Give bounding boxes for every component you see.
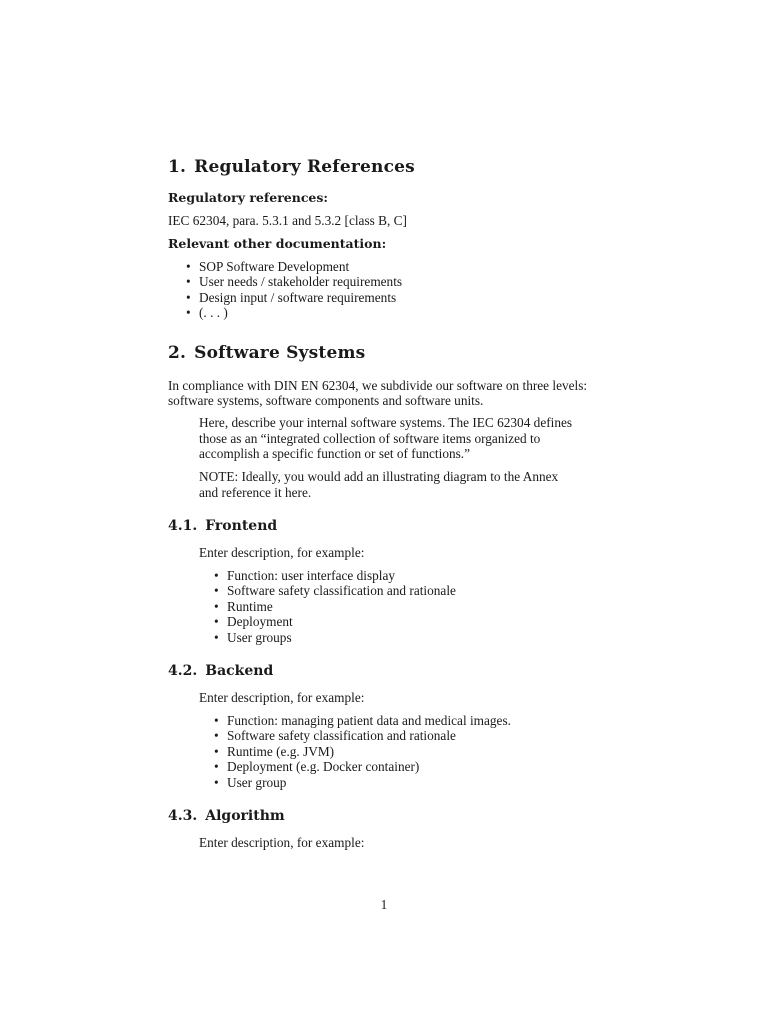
subsection-number: 4.3. [168,808,198,824]
quote-line-2: those as an “integrated collection of software items organized to [199,431,541,446]
subsection-heading-frontend [168,518,277,534]
subsection-heading-backend [168,663,273,679]
list-item: • User group [214,775,511,790]
section-heading-software-systems [168,343,365,363]
list-item: • Design input / software requirements [186,290,402,305]
list-item: • User groups [214,630,456,645]
quote-line-3: accomplish a specific function or set of functions.” [199,446,471,461]
page-number: 1 [380,897,388,912]
algorithm-description: Enter description, for example: [199,835,365,850]
list-item: • Function: user interface display [214,568,456,583]
subsection-heading-algorithm [168,808,285,824]
regulatory-references-label: Regulatory references: [168,190,329,205]
list-item: • User needs / stakeholder requirements [186,274,402,289]
section-number: 1. [168,157,187,177]
list-item: • Software safety classification and rationale [214,728,511,743]
list-item: • Runtime [214,599,456,614]
section-heading-regulatory-references [168,157,415,177]
section-title: Regulatory References [194,157,415,177]
list-item: • Runtime (e.g. JVM) [214,744,511,759]
software-systems-intro-line-1: In compliance with DIN EN 62304, we subdivide our software on three levels: [168,378,588,393]
list-item: • Deployment [214,614,456,629]
subsection-number: 4.1. [168,518,198,534]
list-item: • Function: managing patient data and medical images. [214,713,511,728]
regulatory-references-text: IEC 62304, para. 5.3.1 and 5.3.2 [class B, C] [168,213,407,228]
list-item: • Deployment (e.g. Docker container) [214,759,511,774]
list-item: • (. . . ) [186,305,402,320]
subsection-title: Backend [205,663,274,679]
note-line-1: NOTE: Ideally, you would add an illustrating diagram to the Annex [199,469,559,484]
note-line-2: and reference it here. [199,485,312,500]
backend-list [214,713,511,790]
list-item: • Software safety classification and rationale [214,583,456,598]
frontend-description: Enter description, for example: [199,545,365,560]
backend-description: Enter description, for example: [199,690,365,705]
section-number: 2. [168,343,187,363]
frontend-list [214,568,456,645]
other-documentation-list [186,259,402,321]
quote-line-1: Here, describe your internal software systems. The IEC 62304 defines [199,415,573,430]
subsection-title: Algorithm [205,808,285,824]
subsection-number: 4.2. [168,663,198,679]
list-item: • SOP Software Development [186,259,402,274]
other-documentation-label: Relevant other documentation: [168,236,387,251]
section-title: Software Systems [194,343,366,363]
subsection-title: Frontend [205,518,278,534]
software-systems-intro-line-2: software systems, software components and software units. [168,393,484,408]
